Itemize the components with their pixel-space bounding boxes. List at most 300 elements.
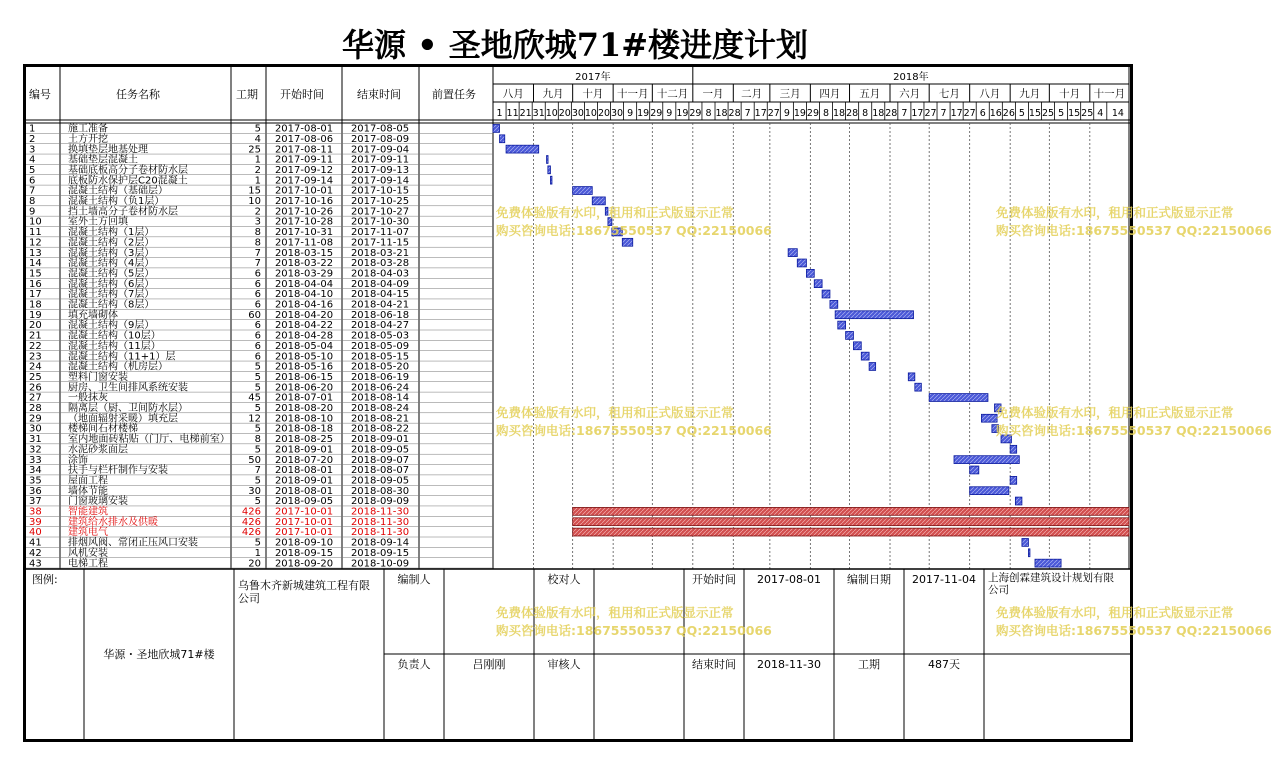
day-tick-label: 31: [532, 108, 545, 119]
task-no: 10: [29, 216, 42, 228]
task-name: 风机安装: [68, 547, 108, 559]
day-tick-label: 28: [885, 108, 898, 119]
task-start: 2018-08-25: [274, 434, 334, 446]
day-tick-label: 8: [705, 108, 712, 119]
task-bar: [869, 363, 876, 371]
task-end: 2018-06-19: [350, 371, 410, 383]
task-no: 30: [29, 423, 42, 435]
day-tick-label: 27: [767, 108, 780, 119]
month-label: 五月: [859, 88, 881, 100]
task-no: 31: [29, 434, 42, 446]
task-start: 2018-04-04: [274, 278, 334, 290]
day-tick-label: 17: [911, 108, 924, 119]
task-start: 2018-04-16: [274, 299, 334, 311]
task-no: 42: [29, 547, 42, 559]
day-tick-label: 8: [822, 108, 830, 119]
task-duration: 5: [254, 371, 261, 383]
task-end: 2018-04-09: [350, 278, 410, 290]
task-bar: [500, 135, 505, 143]
compile-date-value: 2017-11-04: [912, 573, 976, 587]
task-start: 2018-09-01: [274, 475, 334, 487]
task-bar: [1015, 497, 1022, 505]
task-bar: [838, 321, 846, 329]
task-no: 25: [29, 371, 42, 383]
task-bar: [915, 383, 922, 391]
task-end: 2017-09-14: [350, 175, 410, 187]
task-duration: 10: [248, 196, 261, 207]
task-no: 32: [29, 444, 42, 456]
task-end: 2018-09-14: [350, 537, 410, 549]
task-start: 2017-09-11: [274, 154, 334, 166]
task-name: 屋面工程: [68, 475, 108, 487]
task-end: 2018-04-03: [350, 268, 410, 280]
day-tick-label: 18: [715, 108, 728, 119]
task-end: 2018-05-20: [350, 361, 410, 373]
month-label: 一月: [702, 88, 724, 100]
day-tick-label: 27: [924, 108, 937, 119]
task-start: 2018-05-16: [274, 361, 334, 373]
task-end: 2018-08-07: [350, 465, 410, 477]
task-bar: [970, 466, 979, 474]
task-no: 11: [29, 227, 42, 239]
duration-value: 487天: [928, 658, 960, 672]
task-start: 2018-08-10: [274, 413, 334, 425]
day-tick-label: 28: [846, 108, 859, 119]
task-duration: 2: [254, 206, 261, 218]
task-start: 2018-09-20: [274, 558, 334, 570]
reviewed-by-label: 审核人: [547, 658, 581, 672]
day-tick-label: 10: [545, 108, 558, 119]
day-tick-label: 29: [806, 108, 820, 119]
task-end: 2018-11-30: [350, 527, 410, 539]
task-name: 混凝土结构（负1层）: [68, 196, 165, 207]
task-no: 41: [29, 537, 42, 549]
end-value: 2018-11-30: [757, 658, 821, 672]
day-tick-label: 18: [872, 108, 885, 119]
day-tick-label: 30: [611, 108, 624, 119]
task-duration: 7: [254, 258, 261, 270]
task-no: 39: [29, 516, 42, 528]
task-no: 29: [29, 413, 42, 425]
task-start: 2018-07-20: [274, 454, 334, 466]
task-no: 15: [29, 268, 42, 280]
month-label: 十二月: [656, 88, 689, 100]
task-name: 楼梯间石材楼梯: [68, 423, 138, 435]
task-start: 2018-08-18: [274, 423, 334, 435]
task-no: 3: [29, 144, 36, 156]
task-start: 2017-10-31: [274, 227, 334, 239]
footer-builder-line: 公司: [238, 592, 260, 606]
task-duration: 6: [254, 289, 261, 301]
day-tick-label: 9: [783, 108, 790, 119]
task-end: 2018-04-21: [350, 299, 410, 311]
task-name: 墙体节能: [68, 485, 108, 497]
footer-project-name: 华源・圣地欣城71#楼: [103, 648, 215, 662]
task-name: 混凝土结构（8层）: [68, 299, 155, 311]
task-no: 1: [29, 123, 36, 135]
task-name: 电梯工程: [68, 558, 108, 570]
task-name: 一般抹灰: [68, 392, 108, 404]
task-end: 2018-08-14: [350, 392, 410, 404]
task-duration: 6: [254, 340, 261, 352]
day-tick-label: 9: [666, 108, 673, 119]
task-bar: [573, 187, 593, 195]
task-duration: 5: [254, 423, 261, 435]
task-duration: 5: [254, 496, 261, 508]
task-start: 2018-03-22: [274, 258, 334, 270]
task-bar: [1028, 549, 1030, 557]
day-tick-label: 20: [597, 108, 611, 119]
year-label: 2018年: [893, 72, 929, 83]
task-end: 2017-10-15: [350, 185, 410, 197]
task-duration: 8: [254, 227, 261, 239]
task-duration: 2: [254, 164, 261, 176]
task-start: 2017-08-06: [274, 133, 334, 145]
task-no: 35: [29, 475, 42, 487]
responsible-label: 负责人: [397, 658, 431, 672]
footer-designer-line: 公司: [988, 584, 1009, 597]
task-name: 混凝土结构（2层）: [68, 237, 155, 249]
task-start: 2018-08-01: [274, 485, 334, 497]
task-duration: 1: [254, 175, 261, 187]
day-tick-label: 26: [1002, 108, 1015, 119]
month-label: 十月: [1059, 88, 1081, 100]
task-name: 土方开挖: [68, 133, 108, 145]
task-duration: 45: [248, 392, 261, 404]
page-title: 华源 • 圣地欣城71#楼进度计划: [341, 26, 809, 64]
task-name: 室外土方回填: [68, 216, 128, 228]
task-duration: 5: [254, 444, 261, 456]
task-end: 2017-10-25: [350, 196, 410, 207]
month-label: 八月: [979, 88, 1001, 100]
task-bar: [981, 414, 997, 422]
task-end: 2018-06-24: [350, 382, 410, 394]
task-name: 混凝土结构（11+1）层: [68, 351, 176, 363]
task-bar: [1035, 559, 1061, 567]
watermark-line-1: 免费体验版有水印，租用和正式版显示正常: [996, 205, 1234, 220]
month-label: 十一月: [616, 88, 649, 100]
task-duration: 426: [241, 506, 261, 518]
task-duration: 5: [254, 361, 261, 373]
day-tick-label: 29: [689, 108, 702, 119]
day-tick-label: 19: [793, 108, 806, 119]
task-start: 2017-09-12: [274, 164, 334, 176]
day-tick-label: 21: [519, 108, 532, 119]
task-bar: [861, 352, 869, 360]
task-start: 2018-03-15: [274, 247, 334, 259]
month-label: 八月: [502, 88, 524, 100]
task-no: 22: [29, 340, 42, 352]
task-start: 2018-04-22: [274, 320, 334, 332]
task-end: 2017-10-27: [350, 206, 410, 218]
start-label: 开始时间: [692, 573, 736, 587]
task-name: 基础垫层混凝土: [68, 154, 138, 166]
day-tick-label: 11: [506, 108, 519, 119]
task-duration: 3: [254, 216, 261, 228]
task-name: 混凝土结构（10层）: [68, 330, 161, 342]
legend-label: 图例:: [32, 573, 58, 587]
month-label: 二月: [741, 88, 763, 100]
task-end: 2018-03-21: [350, 247, 410, 259]
task-end: 2018-08-30: [350, 485, 410, 497]
task-bar: [954, 456, 1019, 464]
task-name: 混凝土结构（机房层）: [68, 361, 168, 373]
task-name: 基础底板高分子卷材防水层: [68, 164, 188, 176]
watermark-line-1: 免费体验版有水印，租用和正式版显示正常: [496, 405, 734, 420]
header-start: 开始时间: [280, 88, 324, 101]
task-no: 2: [29, 133, 36, 145]
task-duration: 6: [254, 320, 261, 332]
day-tick-label: 25: [1041, 108, 1055, 119]
task-end: 2017-09-13: [350, 164, 410, 176]
task-end: 2018-10-09: [350, 558, 410, 570]
watermark-line-1: 免费体验版有水印，租用和正式版显示正常: [496, 205, 734, 220]
compile-date-label: 编制日期: [847, 573, 891, 587]
task-duration: 8: [254, 237, 261, 249]
task-end: 2018-08-22: [350, 423, 410, 435]
task-end: 2018-09-09: [350, 496, 410, 508]
task-name: 混凝土结构（4层）: [68, 258, 155, 270]
task-duration: 5: [254, 123, 261, 135]
day-tick-label: 5: [1018, 108, 1025, 119]
task-bar: [573, 528, 1129, 536]
task-no: 33: [29, 454, 42, 466]
task-name: 水泥砂浆面层: [68, 444, 128, 456]
task-end: 2018-03-28: [350, 258, 410, 270]
header-task-name: 任务名称: [116, 88, 160, 101]
task-name: 挡土墙高分子卷材防水层: [68, 206, 178, 218]
task-bar: [573, 518, 1129, 526]
task-no: 5: [29, 164, 36, 176]
task-no: 43: [29, 558, 42, 570]
task-name: 排烟风阀、常闭正压风口安装: [68, 537, 198, 549]
task-duration: 5: [254, 537, 261, 549]
task-duration: 6: [254, 278, 261, 290]
day-tick-label: 15: [1068, 108, 1081, 119]
task-bar: [548, 166, 551, 174]
task-name: 混凝土结构（6层）: [68, 278, 155, 290]
watermark-line-1: 免费体验版有水印，租用和正式版显示正常: [996, 605, 1234, 620]
task-end: 2018-05-03: [350, 330, 410, 342]
task-duration: 7: [254, 247, 261, 259]
day-tick-label: 7: [940, 108, 947, 119]
task-duration: 6: [254, 330, 261, 342]
task-start: 2018-06-15: [274, 371, 334, 383]
watermark-line-2: 购买咨询电话:18675550537 QQ:22150066: [996, 223, 1272, 238]
task-end: 2017-11-07: [350, 227, 410, 239]
month-label: 十一月: [1093, 88, 1126, 100]
month-label: 三月: [779, 88, 801, 100]
task-start: 2017-10-01: [274, 506, 334, 518]
task-start: 2018-05-04: [274, 340, 334, 352]
task-bar: [822, 290, 830, 298]
task-no: 24: [29, 361, 42, 373]
task-start: 2017-08-11: [274, 144, 334, 156]
task-no: 17: [29, 289, 42, 301]
month-label: 七月: [938, 88, 960, 100]
task-start: 2018-09-15: [274, 547, 334, 559]
task-no: 26: [29, 382, 42, 394]
task-end: 2017-09-04: [350, 144, 410, 156]
task-name: 混凝土结构（7层）: [68, 289, 155, 301]
month-label: 六月: [899, 88, 921, 100]
task-name: 扶手与栏杆制作与安装: [68, 465, 168, 477]
day-tick-label: 7: [744, 108, 751, 119]
task-bar: [830, 300, 838, 308]
task-start: 2017-10-01: [274, 185, 334, 197]
month-label: 九月: [1019, 88, 1041, 100]
month-label: 四月: [819, 88, 841, 100]
task-end: 2018-09-05: [350, 444, 410, 456]
task-no: 8: [29, 196, 36, 207]
day-tick-label: 20: [558, 108, 571, 119]
task-duration: 60: [248, 309, 261, 321]
task-bar: [1010, 445, 1017, 453]
task-start: 2018-07-01: [274, 392, 334, 404]
task-no: 7: [29, 185, 36, 197]
task-name: 换填垫层地基处理: [68, 144, 148, 156]
task-duration: 5: [254, 382, 261, 394]
day-tick-label: 1: [496, 108, 503, 119]
task-no: 9: [29, 206, 36, 218]
task-no: 36: [29, 485, 42, 497]
task-end: 2017-09-11: [350, 154, 410, 166]
task-duration: 20: [248, 558, 261, 570]
task-start: 2018-09-10: [274, 537, 334, 549]
task-name: 底板防水保护层C20混凝土: [68, 175, 188, 187]
task-start: 2018-03-29: [274, 268, 334, 280]
task-end: 2018-11-30: [350, 516, 410, 528]
day-tick-label: 18: [833, 108, 846, 119]
day-tick-label: 25: [1081, 108, 1094, 119]
task-no: 40: [29, 527, 42, 539]
task-bar: [788, 249, 797, 257]
watermark-line-2: 购买咨询电话:18675550537 QQ:22150066: [496, 423, 772, 438]
day-tick-label: 16: [989, 108, 1002, 119]
task-end: 2018-08-24: [350, 403, 410, 414]
watermark-line-2: 购买咨询电话:18675550537 QQ:22150066: [996, 423, 1272, 438]
task-end: 2018-09-15: [350, 547, 410, 559]
task-no: 28: [29, 403, 42, 414]
task-name: 厨房、卫生间排风系统安装: [68, 382, 188, 394]
task-name: 混凝土结构（9层）: [68, 320, 155, 332]
task-duration: 5: [254, 475, 261, 487]
task-end: 2018-09-07: [350, 454, 410, 466]
task-end: 2018-06-18: [350, 309, 410, 321]
task-no: 21: [29, 330, 42, 342]
prepared-by-label: 编制人: [397, 573, 431, 587]
day-tick-label: 30: [571, 108, 584, 119]
task-duration: 25: [248, 144, 261, 156]
task-no: 23: [29, 351, 42, 363]
task-no: 12: [29, 237, 42, 249]
task-name: 门窗玻璃安装: [68, 496, 128, 508]
task-duration: 4: [254, 133, 261, 145]
start-value: 2017-08-01: [757, 573, 821, 587]
task-no: 37: [29, 496, 42, 508]
task-bar: [622, 238, 632, 246]
task-name: 混凝土结构（11层）: [68, 340, 161, 352]
day-tick-label: 9: [627, 108, 634, 119]
task-end: 2018-11-30: [350, 506, 410, 518]
task-start: 2018-06-20: [274, 382, 334, 394]
task-bar: [592, 197, 605, 205]
task-duration: 426: [241, 516, 261, 528]
task-name: 隔离层（厨、卫间防水层）: [68, 403, 188, 414]
watermark-line-1: 免费体验版有水印，租用和正式版显示正常: [996, 405, 1234, 420]
task-name: 混凝土结构（3层）: [68, 247, 155, 259]
year-label: 2017年: [575, 72, 611, 83]
day-tick-label: 7: [901, 108, 908, 119]
task-bar: [1022, 539, 1029, 547]
task-bar: [929, 394, 988, 402]
task-bar: [797, 259, 806, 267]
month-label: 九月: [542, 88, 564, 100]
task-duration: 50: [248, 454, 261, 466]
task-end: 2018-09-05: [350, 475, 410, 487]
task-end: 2017-08-09: [350, 133, 410, 145]
header-duration: 工期: [236, 88, 258, 101]
task-duration: 6: [254, 351, 261, 363]
task-name: 塑料门窗安装: [68, 371, 128, 383]
task-start: 2017-10-01: [274, 527, 334, 539]
task-name: 混凝土结构（5层）: [68, 268, 155, 280]
header-end: 结束时间: [357, 88, 401, 101]
task-no: 13: [29, 247, 42, 259]
task-start: 2018-08-01: [274, 465, 334, 477]
task-name: 涂饰: [68, 454, 88, 466]
watermark-line-2: 购买咨询电话:18675550537 QQ:22150066: [496, 623, 772, 638]
header-no: 编号: [29, 88, 51, 101]
footer-designer-line: 上海创霖建筑设计规划有限: [988, 572, 1114, 585]
day-tick-label: 17: [950, 108, 963, 119]
task-name: 智能建筑: [68, 506, 108, 518]
task-start: 2017-09-14: [274, 175, 334, 187]
task-no: 19: [29, 309, 42, 321]
watermark-line-2: 购买咨询电话:18675550537 QQ:22150066: [996, 623, 1272, 638]
task-bar: [1010, 476, 1017, 484]
task-no: 16: [29, 278, 42, 290]
task-end: 2018-08-21: [350, 413, 410, 425]
schedule-frame: [23, 64, 1272, 742]
day-tick-label: 14: [1111, 108, 1124, 119]
task-start: 2017-11-08: [274, 237, 334, 249]
task-duration: 426: [241, 527, 261, 539]
checked-by-label: 校对人: [547, 573, 581, 587]
task-bar: [506, 145, 539, 153]
day-tick-label: 6: [979, 108, 986, 119]
task-start: 2017-10-01: [274, 516, 334, 528]
day-tick-label: 19: [637, 108, 650, 119]
task-duration: 6: [254, 299, 261, 311]
duration-label: 工期: [858, 658, 880, 672]
task-duration: 12: [248, 413, 261, 425]
task-duration: 7: [254, 465, 261, 477]
task-bar: [846, 332, 854, 340]
task-name: 混凝土结构（基础层）: [68, 185, 168, 197]
footer-builder-line: 乌鲁木齐新城建筑工程有限: [238, 579, 370, 593]
task-duration: 6: [254, 268, 261, 280]
task-end: 2018-04-27: [350, 320, 410, 332]
task-start: 2018-04-10: [274, 289, 334, 301]
day-tick-label: 4: [1097, 108, 1104, 119]
task-bar: [547, 156, 549, 164]
task-bar: [573, 507, 1129, 515]
task-end: 2018-04-15: [350, 289, 410, 301]
day-tick-label: 27: [963, 108, 976, 119]
task-no: 4: [29, 154, 36, 166]
task-end: 2017-10-30: [350, 216, 410, 228]
